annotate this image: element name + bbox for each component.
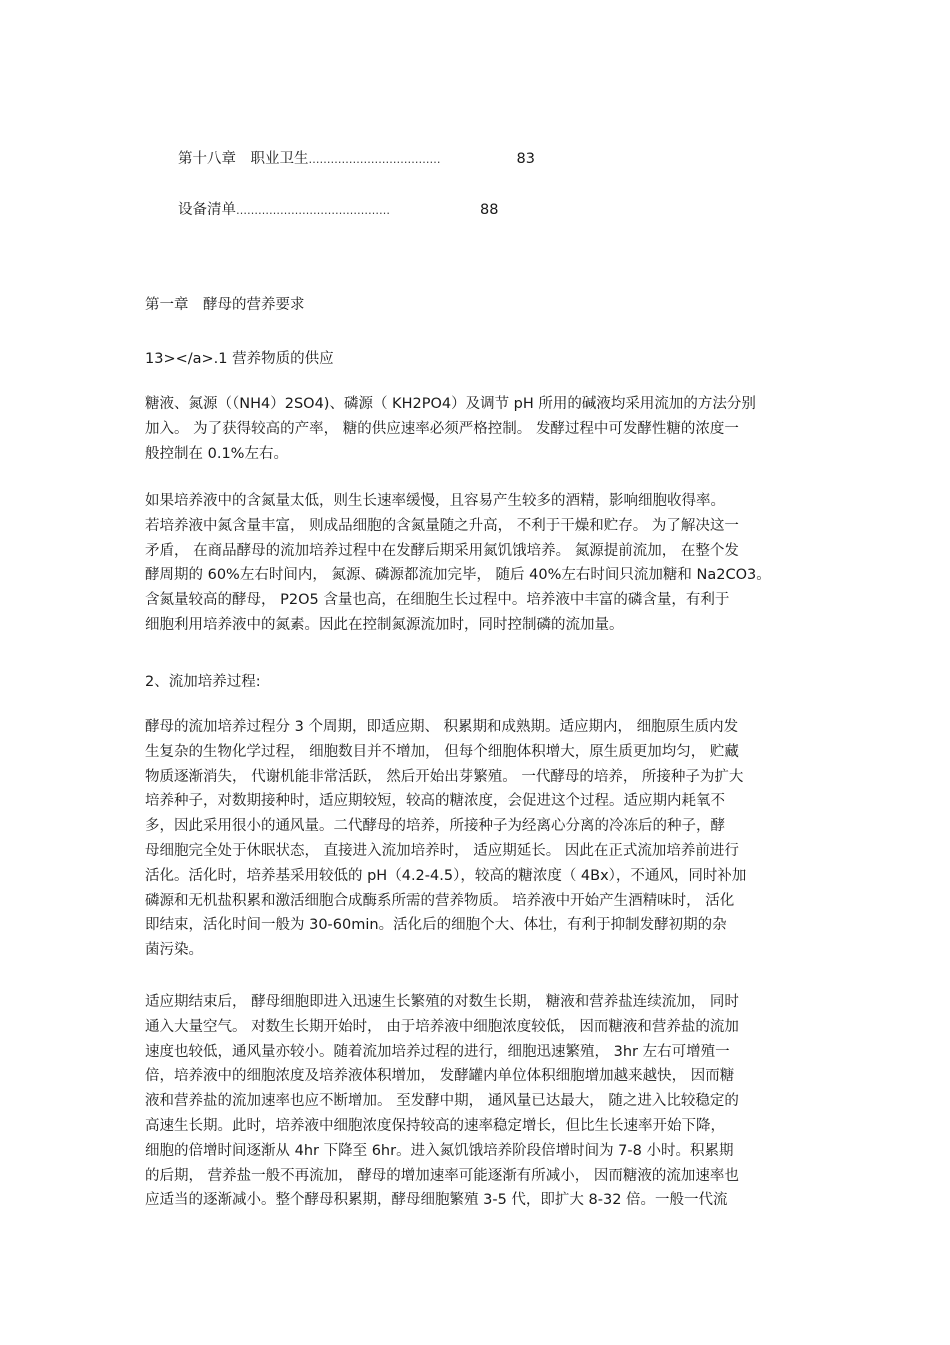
text-line: 酵母的流加培养过程分 3 个周期，即适应期、 积累期和成熟期。适应期内， 细胞原生质内发 (145, 719, 739, 735)
text-line: 即结束，活化时间一般为 30-60min。活化后的细胞个大、体壮，有利于抑制发酵初期的杂 (145, 917, 727, 934)
text-line: 物质逐渐消失， 代谢机能非常活跃， 然后开始出芽繁殖。 一代酵母的培养， 所接种子为扩大 (145, 768, 744, 785)
toc-entry-page: 83 (516, 151, 535, 167)
text-line: 磷源和无机盐积累和激活细胞合成酶系所需的营养物质。 培养液中开始产生酒精味时， 活化 (145, 892, 735, 909)
paragraph (145, 392, 815, 466)
toc-leader-dots: ……………………………… (308, 153, 441, 166)
paragraph (145, 489, 815, 638)
toc-entry-title: 第十八章 职业卫生 (178, 151, 309, 167)
text-line: 培养种子，对数期接种时，适应期较短，较高的糖浓度，会促进这个过程。适应期内耗氧不 (145, 793, 725, 810)
text-line: 液和营养盐的流加速率也应不断增加。 至发酵中期， 通风量已达最大， 随之进入比较稳定的 (145, 1093, 739, 1110)
text-line: 矛盾， 在商品酵母的流加培养过程中在发酵后期采用氮饥饿培养。 氮源提前流加， 在整个发 (145, 542, 739, 559)
text-line: 菌污染。 (145, 942, 203, 959)
text-line: 倍，培养液中的细胞浓度及培养液体积增加， 发酵罐内单位体积细胞增加越来越快， 因而糖 (145, 1068, 735, 1085)
text-line: 酵周期的 60%左右时间内， 氮源、磷源都流加完毕， 随后 40%左右时间只流加糖和 Na2CO3。 (145, 567, 771, 584)
toc-entry[interactable] (178, 147, 535, 168)
text-line: 活化。活化时，培养基采用较低的 pH（4.2-4.5），较高的糖浓度（ 4Bx），不通风，同时补加 (145, 867, 747, 884)
text-line: 的后期， 营养盐一般不再流加， 酵母的增加速率可能逐渐有所减小， 因而糖液的流加速率也 (145, 1167, 739, 1184)
text-line: 应适当的逐渐减小。整个酵母积累期，酵母细胞繁殖 3-5 代，即扩大 8-32 倍。一般一代流 (145, 1192, 728, 1209)
text-line: 速度也较低，通风量亦较小。随着流加培养过程的进行，细胞迅速繁殖， 3hr 左右可增殖一 (145, 1043, 730, 1060)
text-line: 般控制在 0.1%左右。 (145, 445, 288, 462)
paragraph (145, 715, 815, 963)
text-line: 适应期结束后， 酵母细胞即进入迅速生长繁殖的对数生长期， 糖液和营养盐连续流加， 同时 (145, 994, 739, 1010)
text-line: 细胞利用培养液中的氮素。因此在控制氮源流加时，同时控制磷的流加量。 (145, 616, 624, 633)
text-line: 生复杂的生物化学过程， 细胞数目并不增加， 但每个细胞体积增大，原生质更加均匀， 贮藏 (145, 743, 739, 760)
toc-entry[interactable] (178, 198, 498, 219)
chapter-title: 第一章 酵母的营养要求 (145, 297, 305, 313)
text-line: 高速生长期。此时，培养液中细胞浓度保持较高的速率稳定增长，但比生长速率开始下降， (145, 1117, 725, 1134)
section-title: 2、流加培养过程: (145, 674, 261, 690)
text-line: 加入。 为了获得较高的产率， 糖的供应速率必须严格控制。 发酵过程中可发酵性糖的浓度一 (145, 420, 739, 437)
text-line: 母细胞完全处于休眠状态， 直接进入流加培养时， 适应期延长。 因此在正式流加培养前进行 (145, 842, 739, 859)
toc-leader-dots: …………………………………… (236, 204, 390, 217)
section-title: 13></a>.1 营养物质的供应 (145, 351, 334, 367)
text-line: 细胞的倍增时间逐渐从 4hr 下降至 6hr。进入氮饥饿培养阶段倍增时间为 7-8 小时。积累期 (145, 1142, 734, 1159)
text-line: 通入大量空气。 对数生长期开始时， 由于培养液中细胞浓度较低， 因而糖液和营养盐的流加 (145, 1018, 739, 1035)
text-line: 如果培养液中的含氮量太低，则生长速率缓慢，且容易产生较多的酒精，影响细胞收得率。 (145, 493, 725, 509)
paragraph (145, 990, 815, 1213)
text-line: 多，因此采用很小的通风量。二代酵母的培养，所接种子为经离心分离的冷冻后的种子，酵 (145, 818, 725, 835)
text-line: 糖液、氮源（（NH4）2SO4)、磷源（ KH2PO4）及调节 pH 所用的碱液均采用流加的方法分别 (145, 396, 756, 412)
text-line: 若培养液中氮含量丰富， 则成品细胞的含氮量随之升高， 不利于干燥和贮存。 为了解决这一 (145, 517, 739, 534)
toc-entry-title: 设备清单 (178, 202, 236, 218)
text-line: 含氮量较高的酵母， P2O5 含量也高，在细胞生长过程中。培养液中丰富的磷含量，有利于 (145, 592, 730, 609)
toc-entry-page: 88 (480, 202, 499, 218)
